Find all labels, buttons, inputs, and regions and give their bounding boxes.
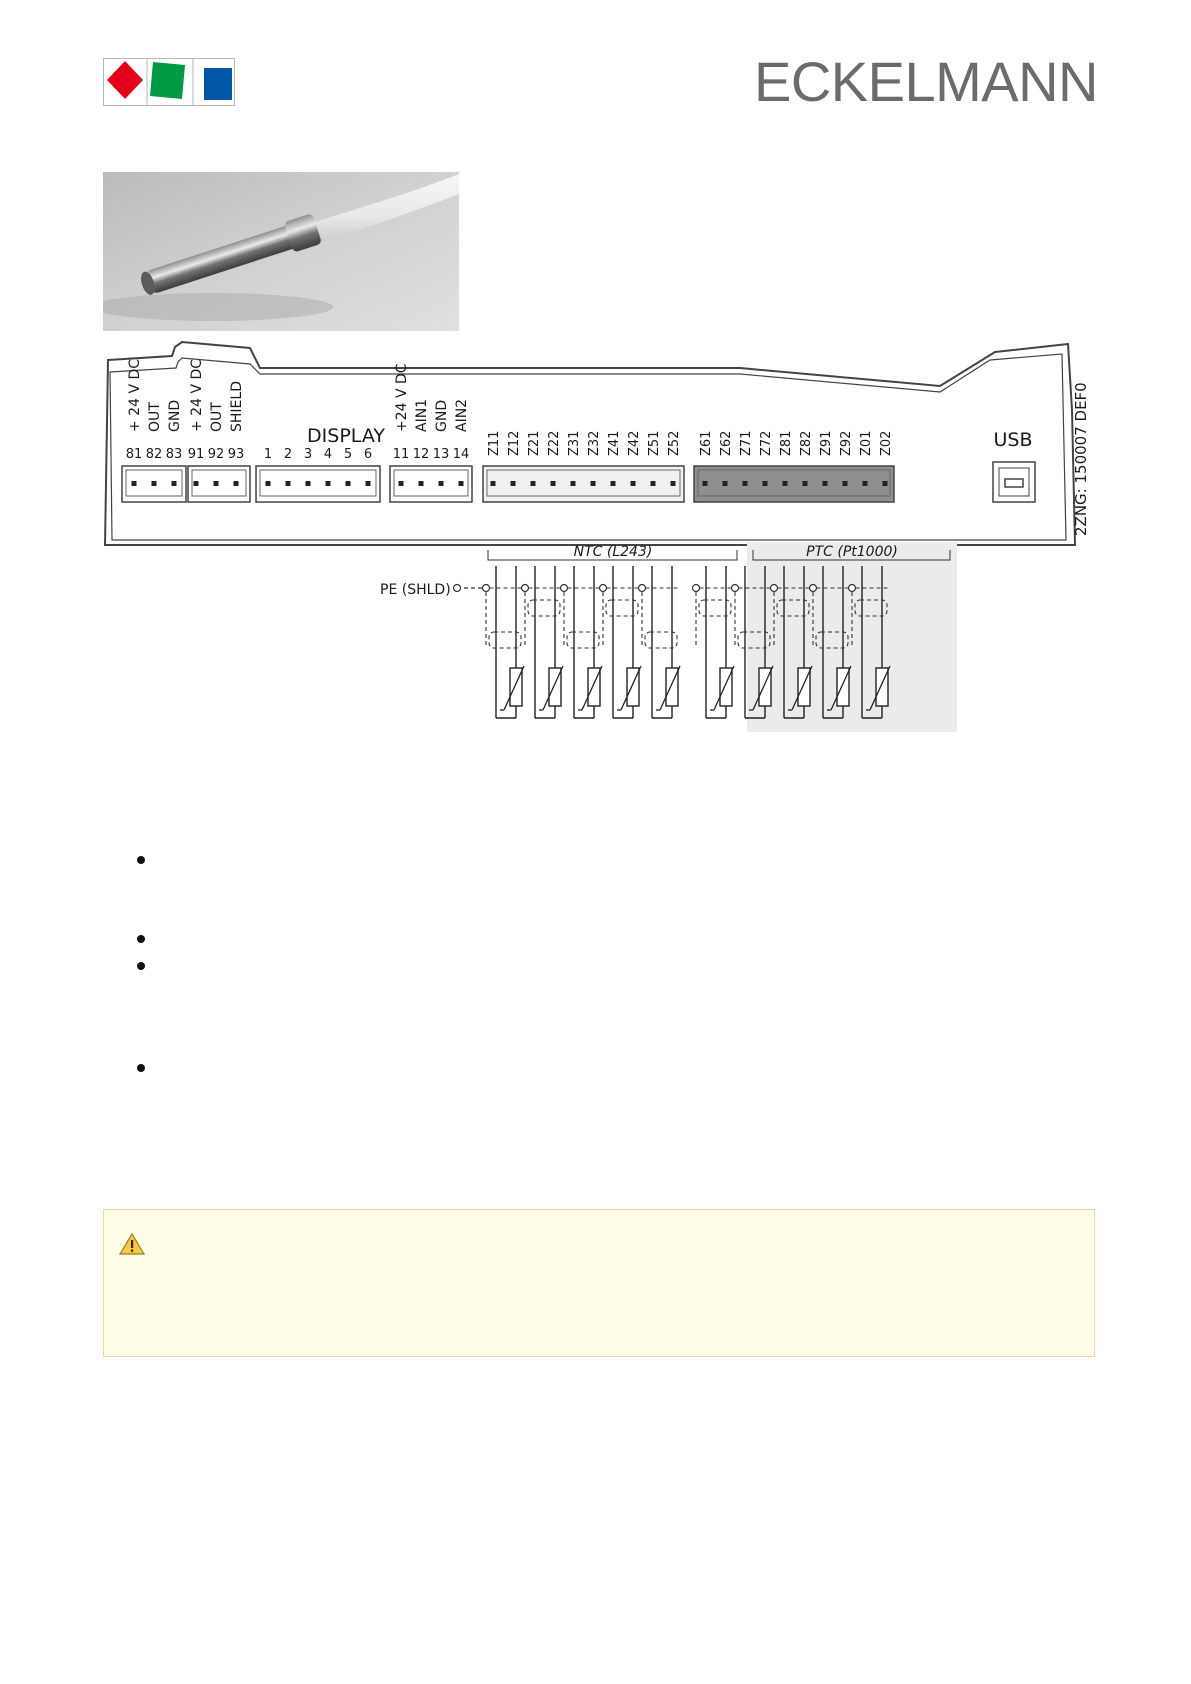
terminal-label: Z62	[719, 430, 734, 456]
terminal-label: Z02	[879, 430, 894, 456]
usb-label: USB	[993, 429, 1033, 451]
ntc-label: NTC (L243)	[573, 544, 653, 560]
connector-pin	[439, 481, 444, 486]
connector-pin	[631, 481, 636, 486]
connector-pin	[399, 481, 404, 486]
shield-terminal	[483, 585, 490, 592]
connector-pin	[214, 481, 219, 486]
shield-terminal	[693, 585, 700, 592]
connector-pin	[132, 481, 137, 486]
terminal-label: OUT	[209, 402, 225, 432]
terminal-label: OUT	[147, 402, 163, 432]
ptc-label: PTC (Pt1000)	[806, 544, 898, 560]
connector-pin	[703, 481, 708, 486]
shield-terminal	[600, 585, 607, 592]
connector-pin	[266, 481, 271, 486]
bullet-marker	[137, 962, 145, 970]
terminal-label: Z32	[587, 430, 602, 456]
connector-pin	[671, 481, 676, 486]
connector-blocks	[122, 466, 894, 502]
terminal-number: 4	[323, 447, 333, 462]
terminal-diagram	[100, 340, 1098, 750]
bullet-marker	[137, 856, 145, 864]
terminal-number: 82	[145, 447, 163, 462]
terminal-number: 6	[363, 447, 373, 462]
connector-pin	[511, 481, 516, 486]
terminal-label: Z61	[699, 430, 714, 456]
connector-pin	[803, 481, 808, 486]
terminal-label: Z41	[607, 430, 622, 456]
terminal-label: + 24 V DC	[127, 358, 143, 432]
terminal-label: +24 V DC	[394, 363, 410, 432]
shield-terminal	[522, 585, 529, 592]
connector-pin	[234, 481, 239, 486]
terminal-label: Z72	[759, 430, 774, 456]
terminal-label: Z81	[779, 430, 794, 456]
connector-pin	[843, 481, 848, 486]
terminal-label: Z11	[487, 430, 502, 456]
connector-pin	[194, 481, 199, 486]
terminal-label: Z52	[667, 430, 682, 456]
connector-pin	[306, 481, 311, 486]
terminal-label: Z71	[739, 430, 754, 456]
terminal-label: Z01	[859, 430, 874, 456]
terminal-number: 14	[452, 447, 470, 462]
terminal-label: Z51	[647, 430, 662, 456]
terminal-number: 92	[207, 447, 225, 462]
connector-block	[256, 466, 380, 502]
terminal-label: Z12	[507, 430, 522, 456]
bullet-marker	[137, 935, 145, 943]
terminal-number: 81	[125, 447, 143, 462]
connector-pin	[723, 481, 728, 486]
connector-pin	[611, 481, 616, 486]
terminal-label: SHIELD	[229, 381, 245, 432]
terminal-number: 91	[187, 447, 205, 462]
terminal-label: Z42	[627, 430, 642, 456]
terminal-number: 5	[343, 447, 353, 462]
terminal-number: 13	[432, 447, 450, 462]
connector-pin	[591, 481, 596, 486]
shield-terminal	[732, 585, 739, 592]
connector-pin	[571, 481, 576, 486]
shield-terminal	[771, 585, 778, 592]
connector-pin	[491, 481, 496, 486]
connector-pin	[651, 481, 656, 486]
terminal-label: Z22	[547, 430, 562, 456]
connector-pin	[863, 481, 868, 486]
connector-pin	[419, 481, 424, 486]
connector-pin	[743, 481, 748, 486]
connector-pin	[763, 481, 768, 486]
connector-pin	[531, 481, 536, 486]
terminal-number: 12	[412, 447, 430, 462]
terminal-label: Z21	[527, 430, 542, 456]
terminal-number: 83	[165, 447, 183, 462]
shield-terminal	[561, 585, 568, 592]
warning-callout	[103, 1209, 1095, 1357]
pe-terminal	[454, 585, 461, 592]
connector-pin	[551, 481, 556, 486]
connector-pin	[459, 481, 464, 486]
connector-pin	[366, 481, 371, 486]
bullet-marker	[137, 1064, 145, 1072]
terminal-label: Z31	[567, 430, 582, 456]
connector-pin	[883, 481, 888, 486]
display-title: DISPLAY	[307, 425, 385, 447]
terminal-number: 1	[263, 447, 273, 462]
connector-pin	[823, 481, 828, 486]
terminal-number: 93	[227, 447, 245, 462]
shield-terminal	[810, 585, 817, 592]
terminal-number: 3	[303, 447, 313, 462]
terminal-label: Z92	[839, 430, 854, 456]
sensor-photo	[103, 172, 459, 331]
connector-pin	[172, 481, 177, 486]
shield-terminal	[639, 585, 646, 592]
pe-shld-label: PE (SHLD)	[380, 582, 451, 598]
terminal-label: + 24 V DC	[189, 358, 205, 432]
side-code: 2ZNG: 150007 DEF0	[1072, 382, 1090, 536]
terminal-label: AIN2	[454, 398, 470, 432]
terminal-number: 11	[392, 447, 410, 462]
shield-terminal	[849, 585, 856, 592]
brand-wordmark: ECKELMANN	[753, 50, 1098, 113]
terminal-label: GND	[434, 399, 450, 432]
connector-pin	[783, 481, 788, 486]
terminal-label: Z91	[819, 430, 834, 456]
terminal-label: GND	[167, 399, 183, 432]
connector-pin	[152, 481, 157, 486]
connector-pin	[326, 481, 331, 486]
connector-pin	[286, 481, 291, 486]
connector-pin	[346, 481, 351, 486]
usb-port	[993, 462, 1035, 502]
terminal-label: AIN1	[414, 398, 430, 432]
warning-triangle-icon	[118, 1232, 146, 1256]
terminal-label: Z82	[799, 430, 814, 456]
terminal-number: 2	[283, 447, 293, 462]
